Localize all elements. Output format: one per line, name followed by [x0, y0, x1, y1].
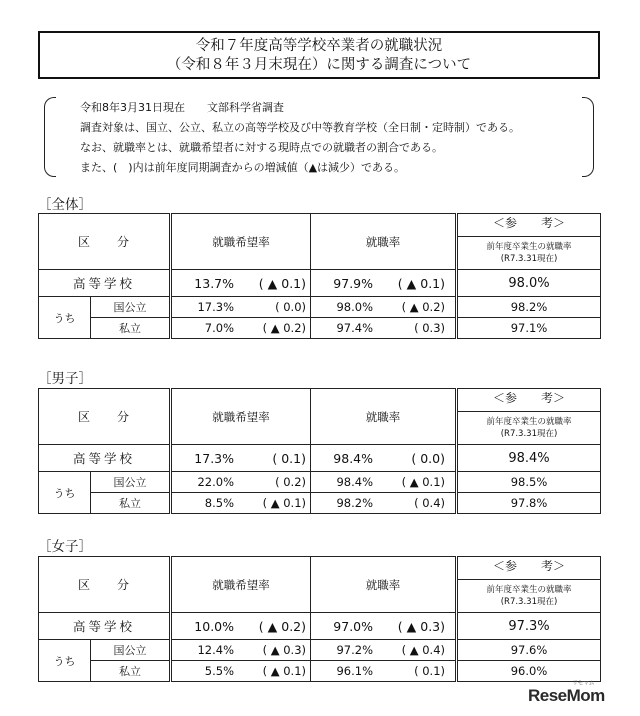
rate-value: 97.9% — [333, 275, 374, 291]
row-label-private: 私立 — [91, 661, 171, 682]
rate-diff-value: ▲ 0.4 — [409, 643, 441, 657]
title-line-1: 令和７年度高等学校卒業者の就職状況 — [195, 38, 443, 54]
rate-diff-value: ▲ 0.1 — [406, 275, 441, 291]
kibou-cell — [171, 318, 311, 339]
reference-sub1: 前年度卒業生の就職率 — [486, 417, 572, 427]
table-row — [39, 445, 601, 472]
kibou-diff-value: 0.2 — [283, 475, 302, 489]
header-shushoku-rate: 就職率 — [311, 389, 457, 445]
header-kubun: 区 分 — [39, 214, 171, 270]
kibou-diff: ( 0.1) — [272, 450, 307, 466]
kibou-diff-value: ▲ 0.1 — [270, 496, 302, 510]
table-row — [39, 493, 601, 514]
row-label-private: 私立 — [91, 318, 171, 339]
row-label-public: 国公立 — [91, 297, 171, 318]
rate-diff: ( ▲ 0.4) — [401, 643, 446, 657]
document-title — [38, 31, 600, 79]
uchi-label: うち — [39, 640, 91, 682]
header-kubun: 区 分 — [39, 389, 171, 445]
kibou-cell — [171, 661, 311, 682]
kibou-diff: ( ▲ 0.1) — [262, 664, 307, 678]
uchi-label: うち — [39, 472, 91, 514]
row-label-public: 国公立 — [91, 472, 171, 493]
rate-value: 96.1% — [336, 664, 374, 678]
header-kibou-rate: 就職希望率 — [171, 389, 311, 445]
kibou-value: 17.3% — [197, 300, 235, 314]
row-label-school: 高等学校 — [39, 613, 171, 640]
prev-rate: 98.4% — [457, 445, 601, 472]
table-row — [39, 270, 601, 297]
rate-value: 98.4% — [333, 450, 374, 466]
prev-rate: 98.5% — [457, 472, 601, 493]
table-row — [39, 613, 601, 640]
header-reference — [457, 557, 601, 613]
kibou-cell — [171, 445, 311, 472]
header-kibou-rate: 就職希望率 — [171, 557, 311, 613]
table-row — [39, 472, 601, 493]
table-row — [39, 318, 601, 339]
kibou-diff: ( 0.2) — [275, 475, 307, 489]
employment-table — [38, 388, 601, 514]
kibou-cell — [171, 640, 311, 661]
logo-subtext: リセマム — [572, 681, 594, 687]
table-row — [39, 297, 601, 318]
note-line: また、( )内は前年度同期調査からの増減値（▲は減少）である。 — [80, 161, 406, 174]
prev-rate: 97.1% — [457, 318, 601, 339]
prev-rate: 98.0% — [457, 270, 601, 297]
rate-diff-value: ▲ 0.1 — [409, 475, 441, 489]
rate-diff-value: ▲ 0.2 — [409, 300, 441, 314]
header-reference — [457, 214, 601, 270]
kibou-diff-value: 0.0 — [283, 300, 302, 314]
kibou-value: 10.0% — [194, 618, 235, 634]
note-line: なお、就職率とは、就職希望者に対する現時点での就職者の割合である。 — [80, 141, 443, 154]
kibou-value: 5.5% — [204, 664, 235, 678]
rate-diff: ( ▲ 0.1) — [401, 475, 446, 489]
rate-diff-value: 0.1 — [422, 664, 441, 678]
kibou-value: 12.4% — [197, 643, 235, 657]
kibou-diff: ( ▲ 0.2) — [258, 618, 307, 634]
prev-rate: 96.0% — [457, 661, 601, 682]
kibou-diff: ( 0.0) — [275, 300, 307, 314]
table-row — [39, 661, 601, 682]
survey-notes — [80, 98, 520, 178]
reference-sub2: (R7.3.31現在) — [500, 597, 558, 607]
kibou-value: 8.5% — [204, 496, 235, 510]
left-bracket — [44, 97, 56, 177]
right-bracket — [582, 97, 594, 177]
row-label-private: 私立 — [91, 493, 171, 514]
prev-rate: 98.2% — [457, 297, 601, 318]
header-shushoku-rate: 就職率 — [311, 557, 457, 613]
rate-value: 97.4% — [336, 321, 374, 335]
section-label: ［全体］ — [38, 197, 92, 213]
kibou-cell — [171, 472, 311, 493]
rate-cell — [311, 445, 457, 472]
rate-diff: ( 0.3) — [414, 321, 446, 335]
rate-cell — [311, 493, 457, 514]
rate-diff-value: 0.4 — [422, 496, 441, 510]
reference-title: ＜参 考＞ — [458, 557, 600, 580]
rate-value: 98.2% — [336, 496, 374, 510]
rate-diff: ( 0.1) — [414, 664, 446, 678]
rate-diff: ( 0.4) — [414, 496, 446, 510]
rate-diff: ( ▲ 0.1) — [397, 275, 446, 291]
prev-rate: 97.3% — [457, 613, 601, 640]
reference-sub2: (R7.3.31現在) — [500, 254, 558, 264]
rate-value: 97.0% — [333, 618, 374, 634]
rate-diff-value: ▲ 0.3 — [406, 618, 441, 634]
kibou-value: 13.7% — [194, 275, 235, 291]
table-row — [39, 640, 601, 661]
section-label: ［男子］ — [38, 371, 92, 387]
kibou-diff-value: ▲ 0.3 — [270, 643, 302, 657]
rate-cell — [311, 472, 457, 493]
kibou-cell — [171, 613, 311, 640]
rate-diff: ( ▲ 0.2) — [401, 300, 446, 314]
note-line: 調査対象は、国立、公立、私立の高等学校及び中等教育学校（全日制・定時制）である。 — [80, 121, 520, 134]
kibou-value: 22.0% — [197, 475, 235, 489]
rate-value: 98.4% — [336, 475, 374, 489]
resemom-logo — [528, 681, 605, 706]
prev-rate: 97.8% — [457, 493, 601, 514]
kibou-cell — [171, 493, 311, 514]
rate-diff: ( ▲ 0.3) — [397, 618, 446, 634]
rate-diff-value: 0.0 — [420, 450, 441, 466]
kibou-diff: ( ▲ 0.2) — [262, 321, 307, 335]
prev-rate: 97.6% — [457, 640, 601, 661]
kibou-diff: ( ▲ 0.1) — [258, 275, 307, 291]
reference-sub1: 前年度卒業生の就職率 — [486, 242, 572, 252]
note-line: 令和8年3月31日現在 文部科学省調査 — [80, 101, 284, 114]
logo-text: ReseMom — [528, 686, 605, 705]
reference-sub1: 前年度卒業生の就職率 — [486, 585, 572, 595]
kibou-diff-value: ▲ 0.2 — [270, 321, 302, 335]
employment-table — [38, 556, 601, 682]
kibou-diff-value: 0.1 — [281, 450, 302, 466]
kibou-value: 17.3% — [194, 450, 235, 466]
section-label: ［女子］ — [38, 539, 92, 555]
kibou-diff-value: ▲ 0.1 — [270, 664, 302, 678]
reference-sub2: (R7.3.31現在) — [500, 429, 558, 439]
kibou-diff-value: ▲ 0.2 — [267, 618, 302, 634]
rate-cell — [311, 613, 457, 640]
rate-diff: ( 0.0) — [411, 450, 446, 466]
kibou-value: 7.0% — [204, 321, 235, 335]
kibou-cell — [171, 270, 311, 297]
rate-cell — [311, 318, 457, 339]
rate-diff-value: 0.3 — [422, 321, 441, 335]
rate-cell — [311, 661, 457, 682]
rate-cell — [311, 640, 457, 661]
kibou-diff: ( ▲ 0.1) — [262, 496, 307, 510]
row-label-school: 高等学校 — [39, 270, 171, 297]
row-label-school: 高等学校 — [39, 445, 171, 472]
row-label-public: 国公立 — [91, 640, 171, 661]
header-kibou-rate: 就職希望率 — [171, 214, 311, 270]
employment-table — [38, 213, 601, 339]
reference-title: ＜参 考＞ — [458, 389, 600, 412]
uchi-label: うち — [39, 297, 91, 339]
rate-cell — [311, 270, 457, 297]
header-reference — [457, 389, 601, 445]
title-line-2: （令和８年３月末現在）に関する調査について — [166, 57, 472, 73]
header-shushoku-rate: 就職率 — [311, 214, 457, 270]
kibou-cell — [171, 297, 311, 318]
rate-value: 97.2% — [336, 643, 374, 657]
kibou-diff-value: ▲ 0.1 — [267, 275, 302, 291]
reference-title: ＜参 考＞ — [458, 214, 600, 237]
kibou-diff: ( ▲ 0.3) — [262, 643, 307, 657]
rate-cell — [311, 297, 457, 318]
header-kubun: 区 分 — [39, 557, 171, 613]
rate-value: 98.0% — [336, 300, 374, 314]
